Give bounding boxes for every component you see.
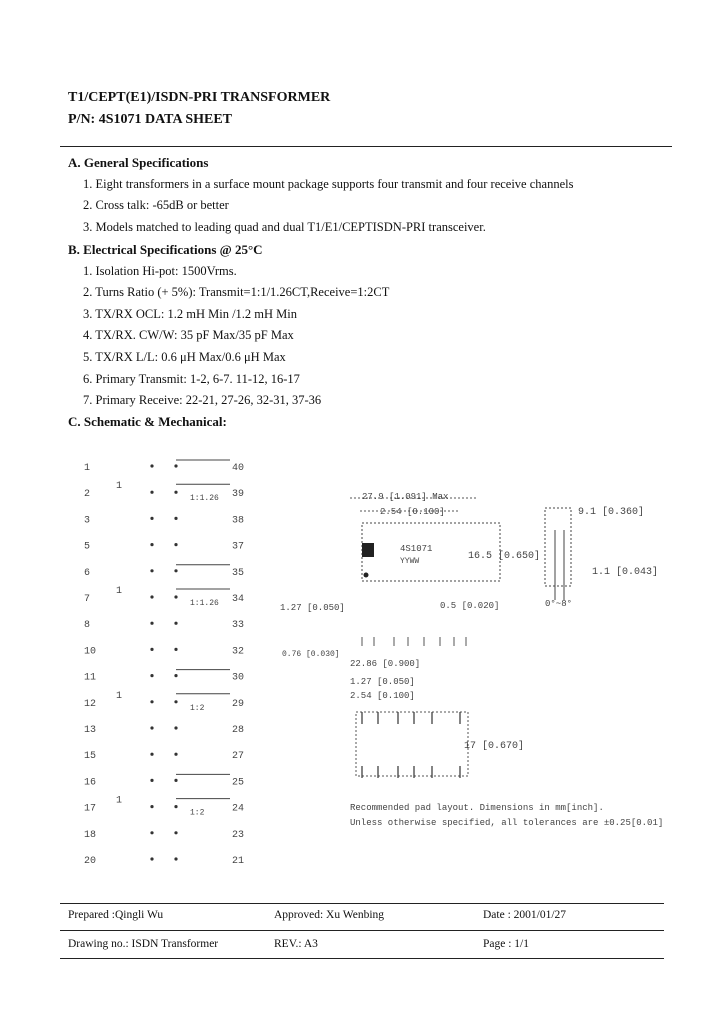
left-pin-label: 20 (84, 856, 97, 867)
pin1-marker (364, 573, 369, 578)
lead-row (362, 637, 466, 646)
electrical-specs-heading: B. Electrical Specifications @ 25°C (68, 242, 263, 257)
right-pin-label: 39 (232, 489, 245, 501)
pad-span-label: 17 [0.670] (464, 741, 525, 752)
right-pin-label: 33 (232, 620, 245, 632)
turns-ratio-label: 1:2 (190, 808, 205, 818)
pad-row-top (362, 712, 460, 724)
right-pin-label: 28 (232, 725, 245, 736)
right-pin-label: 24 (232, 803, 245, 815)
left-pin-label: 13 (84, 725, 97, 736)
general-spec-item: 2. Cross talk: -65dB or better (83, 198, 229, 212)
right-pin-label: 38 (232, 515, 245, 527)
electrical-spec-item: 6. Primary Transmit: 1-2, 6-7. 11-12, 16-17 (83, 372, 300, 386)
right-pin-label: 25 (232, 777, 245, 789)
winding-number: 1 (116, 481, 123, 493)
pin-pitch-label: 1.27 [0.050] (280, 603, 345, 613)
left-pin-label: 12 (84, 698, 97, 710)
left-pin-label: 10 (84, 646, 97, 658)
electrical-spec-item: 3. TX/RX OCL: 1.2 mH Min /1.2 mH Min (83, 307, 298, 321)
schematic-heading: C. Schematic & Mechanical: (68, 414, 227, 429)
turns-ratio-label: 1:1.26 (190, 494, 219, 504)
winding-number: 1 (116, 690, 123, 702)
electrical-spec-item: 5. TX/RX L/L: 0.6 μH Max/0.6 μH Max (83, 350, 286, 364)
left-pin-label: 18 (84, 829, 97, 841)
turns-ratio-label: 1:2 (190, 703, 205, 713)
manufacturer-logo (362, 543, 374, 557)
logo-text: 4S1071 (400, 544, 433, 554)
right-pin-label: 23 (232, 829, 245, 841)
pad-dim-a-label: 0.76 [0.030] (282, 650, 340, 659)
general-spec-item: 3. Models matched to leading quad and dual T1/E1/CEPTISDN-PRI transceiver. (83, 220, 486, 234)
right-pin-label: 37 (232, 541, 245, 553)
drawing-number: Drawing no.: ISDN Transformer (68, 938, 219, 950)
approved-by: Approved: Xu Wenbing (274, 909, 385, 921)
side-view-outline (545, 508, 571, 586)
electrical-spec-item: 2. Turns Ratio (+ 5%): Transmit=1:1/1.26CT,Receive=1:2CT (83, 285, 390, 299)
part-number: P/N: 4S1071 DATA SHEET (68, 112, 233, 127)
document-title: T1/CEPT(E1)/ISDN-PRI TRANSFORMER (68, 90, 331, 105)
right-pin-label: 21 (232, 856, 245, 867)
left-pin-label: 1 (84, 463, 91, 474)
electrical-spec-item: 1. Isolation Hi-pot: 1500Vrms. (83, 264, 237, 278)
footer-divider-middle (60, 930, 664, 931)
electrical-spec-item: 4. TX/RX. CW/W: 35 pF Max/35 pF Max (83, 328, 294, 342)
note-tolerance: Unless otherwise specified, all tolerances are ±0.25[0.01] (350, 818, 664, 828)
left-pin-label: 15 (84, 751, 97, 763)
general-spec-item: 1. Eight transformers in a surface mount package supports four transmit and four receive channels (83, 177, 574, 191)
body-width-label: 16.5 [0.650] (468, 551, 541, 562)
left-pin-label: 7 (84, 594, 91, 605)
pad-row-label: 22.86 [0.900] (350, 659, 421, 669)
left-pin-label: 16 (84, 777, 97, 789)
pad-layout-outline (356, 712, 468, 776)
lead-width-label: 0.5 [0.020] (440, 601, 500, 611)
left-pin-label: 11 (84, 672, 97, 684)
right-pin-label: 40 (232, 463, 245, 474)
winding-number: 1 (116, 586, 123, 597)
pad-dim-b-label: 1.27 [0.050] (350, 677, 415, 687)
left-pin-label: 17 (84, 803, 97, 815)
prepared-by: Prepared :Qingli Wu (68, 909, 164, 921)
left-pin-label: 8 (84, 620, 91, 632)
general-specs-heading: A. General Specifications (68, 155, 209, 170)
left-pin-label: 2 (84, 489, 91, 501)
lead-label: 1.1 [0.043] (592, 567, 659, 578)
turns-ratio-label: 1:1.26 (190, 599, 219, 608)
footer-divider-bottom (60, 958, 664, 959)
right-pin-label: 32 (232, 646, 245, 658)
date-code: YYWW (400, 557, 420, 566)
note-pad-layout: Recommended pad layout. Dimensions in mm[inch]. (350, 803, 604, 813)
left-pin-label: 6 (84, 567, 91, 579)
right-pin-label: 29 (232, 698, 245, 710)
revision: REV.: A3 (274, 938, 318, 950)
angle-label: 0°~8° (545, 599, 573, 609)
left-pin-label: 3 (84, 515, 91, 527)
page-number: Page : 1/1 (483, 938, 529, 950)
overall-length-label: 27.9 [1.091] Max (362, 492, 449, 502)
left-pin-label: 5 (84, 541, 91, 553)
footer-divider-top (60, 903, 664, 904)
document-date: Date : 2001/01/27 (483, 909, 567, 921)
winding-number: 1 (116, 795, 123, 807)
right-pin-label: 35 (232, 567, 245, 579)
right-pin-label: 30 (232, 672, 245, 684)
electrical-spec-item: 7. Primary Receive: 22-21, 27-26, 32-31, 37-36 (83, 393, 322, 407)
right-pin-label: 27 (232, 751, 245, 763)
right-pin-label: 34 (232, 594, 245, 605)
height-label: 9.1 [0.360] (578, 507, 645, 518)
pad-pitch-label: 2.54 [0.100] (350, 691, 415, 701)
pitch-row-label: 2.54 [0.100] (380, 507, 445, 517)
